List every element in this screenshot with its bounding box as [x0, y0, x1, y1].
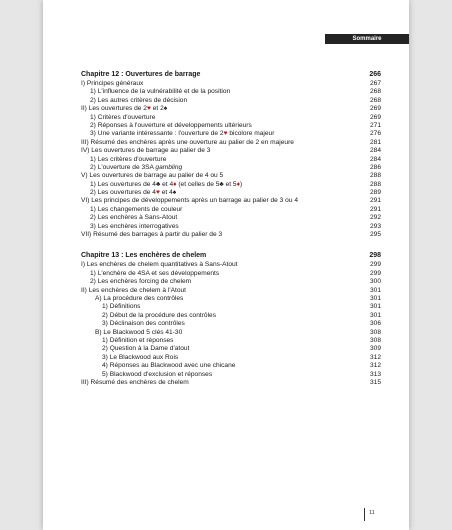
title-fragment: II) Les ouvertures de 2: [81, 105, 147, 113]
toc-entry-page: 271: [369, 121, 381, 129]
toc-entry-title: 3) Les enchères interrogatives: [90, 222, 179, 230]
toc-entry: [81, 303, 381, 311]
suit-symbol-icon: ♠: [172, 189, 177, 197]
toc-entry-title: 1) L'influence de la vulnérabilité et de la position: [90, 88, 231, 96]
toc-entry-page: 268: [369, 88, 381, 96]
chapter-block: [81, 251, 381, 387]
toc-entry-title: VII) Résumé des barrages à partir du palier de 3: [81, 231, 223, 239]
toc-entry-page: 291: [369, 205, 381, 213]
toc-entry-title: 2) Les enchères forcing de chelem: [90, 278, 192, 286]
suit-symbol-icon: ♣: [219, 180, 224, 188]
toc-entry-page: 288: [369, 180, 381, 188]
toc-entry: [81, 278, 381, 286]
toc-entry-page: 293: [369, 222, 381, 230]
toc-entry-title: [90, 130, 274, 138]
toc-entry-page: 291: [369, 197, 381, 205]
title-fragment: 3) Une variante intéressante : l'ouverture de 2: [90, 130, 224, 138]
suit-symbol-icon: ♦: [236, 180, 240, 188]
toc-entry-page: 292: [369, 214, 381, 222]
toc-entry-title: 1) Les changements de couleur: [90, 205, 183, 213]
toc-entry-title: 2) Les enchères à Sans-Atout: [90, 214, 178, 222]
toc-entry-page: 301: [369, 311, 381, 319]
toc-entry: [81, 189, 381, 197]
toc-entry-page: 313: [369, 370, 381, 378]
toc-entry: [81, 371, 381, 379]
toc-entry: [81, 287, 381, 295]
toc-entry: [81, 156, 381, 164]
toc-entry-title: 4) Réponses au Blackwood avec une chicane: [102, 362, 236, 370]
toc-entry: [81, 295, 381, 303]
toc-entry-page: 306: [369, 320, 381, 328]
toc-entry-title: [90, 189, 176, 197]
toc-entry-page: 267: [369, 80, 381, 87]
toc-entry: [81, 354, 381, 362]
toc-entry-page: 308: [369, 336, 381, 344]
toc-entry-page: 269: [369, 105, 381, 113]
suit-symbol-icon: ♥: [223, 130, 228, 138]
chapter-page: 266: [369, 71, 381, 78]
toc-entry: [81, 130, 381, 138]
toc-entry-page: 289: [369, 189, 381, 197]
toc-entry-title: 1) Les critères d'ouverture: [90, 155, 167, 163]
toc-entry-page: 309: [369, 345, 381, 353]
table-of-contents: [81, 70, 381, 399]
title-fragment: bicolore majeur: [227, 130, 275, 138]
toc-entry-page: 301: [369, 286, 381, 294]
toc-entry-title: V) Les ouvertures de barrage au palier de 4 ou 5: [81, 172, 224, 180]
toc-entry-page: 299: [369, 269, 381, 277]
toc-entry: [81, 139, 381, 147]
toc-entry-title: 1) Définitions: [102, 303, 141, 311]
page-number: 11: [369, 510, 375, 516]
toc-entry: [81, 320, 381, 328]
toc-entry: [81, 164, 381, 172]
toc-entry-page: 301: [369, 294, 381, 302]
toc-entry-page: 281: [369, 138, 381, 146]
toc-entry-title: [81, 105, 167, 113]
title-fragment: et 4: [159, 189, 173, 197]
title-fragment: 2) L'ouverture de 3SA: [90, 163, 156, 171]
toc-entry-title: A) La procédure des contrôles: [95, 294, 184, 302]
suit-symbol-icon: ♣: [155, 180, 161, 188]
toc-entry: [81, 337, 381, 345]
toc-entry-title: II) Les enchères de chelem à l'Atout: [81, 286, 186, 294]
toc-entry-title: III) Résumé des enchères après une ouverture au palier de 2 en majeure: [81, 138, 294, 146]
toc-entry: [81, 114, 381, 122]
toc-entry-page: 295: [369, 231, 381, 239]
toc-entry-title: 1) L'enchère de 4SA et ses développements: [90, 269, 220, 277]
toc-entry-page: 284: [369, 155, 381, 163]
toc-entry: [81, 362, 381, 370]
toc-entry-page: 284: [369, 147, 381, 155]
toc-entry: [81, 122, 381, 130]
toc-entry-page: 300: [369, 278, 381, 286]
toc-entry: [81, 80, 381, 88]
toc-entry-page: 288: [369, 172, 381, 180]
toc-entry-title: IV) Les ouvertures de barrage au palier de 3: [81, 147, 211, 155]
toc-entry-title: 5) Blackwood d'exclusion et réponses: [102, 370, 213, 378]
title-fragment: 2) Les ouvertures de 4: [90, 189, 156, 197]
title-fragment: et 2: [150, 105, 164, 113]
toc-entry-page: 276: [369, 130, 381, 138]
italic-term: gambling: [155, 163, 183, 171]
toc-entry-title: [90, 164, 182, 172]
suit-symbol-icon: ♥: [155, 189, 160, 197]
toc-entry-title: 2) Début de la procédure des contrôles: [102, 311, 216, 319]
toc-entry: [81, 312, 381, 320]
toc-entry: [81, 88, 381, 96]
toc-entry-page: 312: [369, 362, 381, 370]
chapter-heading: [81, 251, 381, 261]
toc-entry: [81, 172, 381, 180]
toc-entry-title: I) Principes généraux: [81, 80, 144, 87]
toc-entry-page: 286: [369, 163, 381, 171]
toc-entry: [81, 105, 381, 113]
toc-entry-page: 308: [369, 328, 381, 336]
toc-entry: [81, 261, 381, 269]
toc-entry: [81, 214, 381, 222]
title-fragment: (et celles de 5: [176, 180, 220, 188]
chapter-block: [81, 70, 381, 239]
book-page: [43, 0, 409, 530]
toc-entry: [81, 223, 381, 231]
toc-entry-title: 2) Question à la Dame d'atout: [102, 345, 190, 353]
toc-entry: [81, 97, 381, 105]
title-fragment: et 5: [223, 180, 237, 188]
toc-entry-page: 315: [369, 378, 381, 386]
toc-entry: [81, 147, 381, 155]
toc-entry: [81, 379, 381, 387]
toc-entry-title: B) Le Blackwood 5 clés 41-30: [95, 328, 183, 336]
toc-entry-title: 2) Les autres critères de décision: [90, 96, 188, 104]
toc-entry-page: 312: [369, 353, 381, 361]
toc-entry-page: 268: [369, 96, 381, 104]
toc-entry-title: III) Résumé des enchères de chelem: [81, 378, 189, 386]
toc-entry-title: [90, 181, 242, 189]
title-fragment: 1) Les ouvertures de 4: [90, 180, 156, 188]
toc-entry: [81, 197, 381, 205]
toc-entry-title: 1) Critères d'ouverture: [90, 113, 156, 121]
toc-entry-title: 1) Définition et réponses: [102, 336, 174, 344]
toc-entry-title: 2) Réponses à l'ouverture et développements ultérieurs: [90, 121, 252, 129]
toc-entry-title: I) Les enchères de chelem quantitatives à Sans-Atout: [81, 261, 238, 269]
section-badge: Sommaire: [325, 34, 409, 44]
title-fragment: et 4: [160, 180, 174, 188]
suit-symbol-icon: ♦: [173, 180, 177, 188]
toc-entry: [81, 181, 381, 189]
chapter-title: Chapitre 12 : Ouvertures de barrage: [81, 71, 201, 78]
toc-entry-title: VI) Les principes de développements après un barrage au palier de 3 ou 4: [81, 197, 299, 205]
toc-entry: [81, 270, 381, 278]
toc-entry-page: 269: [369, 113, 381, 121]
chapter-title: Chapitre 13 : Les enchères de chelem: [81, 252, 207, 260]
footer-rule: [364, 508, 365, 521]
toc-entry-title: 3) Déclinaison des contrôles: [102, 320, 185, 328]
chapter-heading: [81, 70, 381, 80]
chapter-page: 298: [369, 252, 381, 260]
toc-entry: [81, 345, 381, 353]
toc-entry-title: 3) Le Blackwood aux Rois: [102, 353, 179, 361]
toc-entry: [81, 329, 381, 337]
toc-entry: [81, 231, 381, 239]
toc-entry: [81, 206, 381, 214]
suit-symbol-icon: ♠: [163, 105, 168, 113]
suit-symbol-icon: ♥: [146, 105, 151, 113]
toc-entry-page: 301: [369, 303, 381, 311]
title-fragment: ): [239, 180, 243, 188]
toc-entry-page: 299: [369, 261, 381, 269]
